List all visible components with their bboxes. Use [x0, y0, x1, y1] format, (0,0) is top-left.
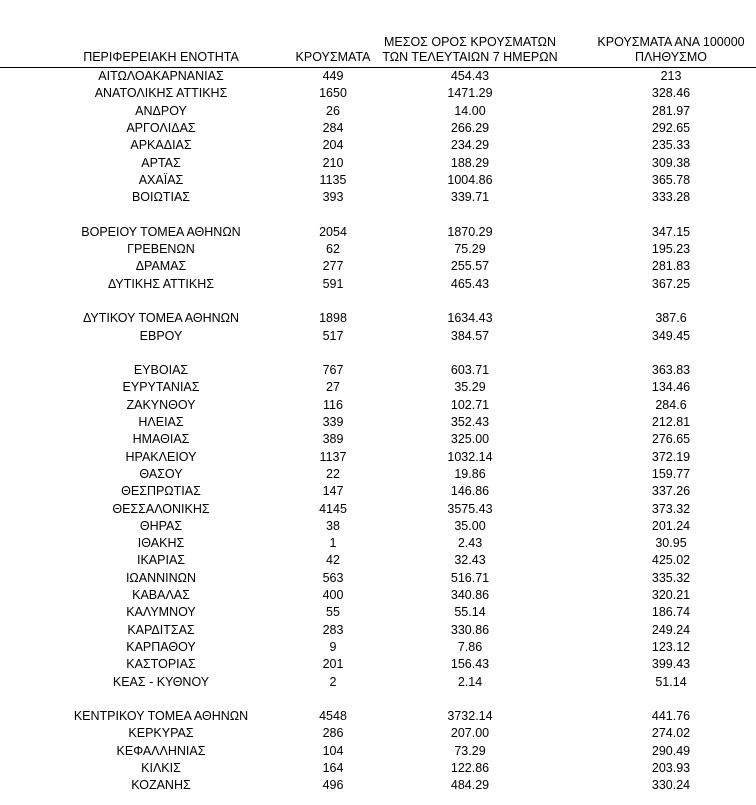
cell-per-100000: 51.14	[655, 674, 687, 689]
table-row	[0, 639, 756, 656]
cell-region: ΘΕΣΠΡΩΤΙΑΣ	[121, 484, 201, 499]
cell-region: ΚΑΣΤΟΡΙΑΣ	[126, 657, 196, 672]
table-row	[0, 172, 756, 189]
cell-per-100000: 373.32	[651, 501, 691, 516]
cell-cases: 147	[322, 484, 344, 499]
cell-cases: 104	[322, 743, 344, 758]
cell-average: 32.43	[454, 553, 486, 568]
cell-cases: 283	[322, 622, 344, 637]
cell-average: 35.00	[454, 518, 486, 533]
cell-region: ΒΟΡΕΙΟΥ ΤΟΜΕΑ ΑΘΗΝΩΝ	[81, 224, 241, 239]
cell-average: 207.00	[450, 726, 490, 741]
cell-average: 1870.29	[447, 224, 493, 239]
cell-cases: 496	[322, 778, 344, 793]
cell-per-100000: 195.23	[651, 242, 691, 256]
cell-region: ΚΑΡΠΑΘΟΥ	[126, 639, 196, 654]
table-row	[0, 743, 756, 760]
cell-average: 465.43	[450, 276, 490, 291]
cell-per-100000: 399.43	[651, 657, 691, 672]
cell-per-100000: 347.15	[651, 224, 691, 239]
cell-region: ΙΚΑΡΙΑΣ	[136, 553, 186, 568]
table-row	[0, 535, 756, 552]
header-average-line-2: ΤΩΝ ΤΕΛΕΥΤΑΙΩΝ 7 ΗΜΕΡΩΝ	[382, 50, 558, 64]
cell-per-100000: 365.78	[651, 172, 691, 187]
cell-average: 255.57	[450, 259, 490, 274]
cell-average: 325.00	[450, 432, 490, 447]
cell-per-100000: 441.76	[651, 709, 691, 724]
cell-per-100000: 281.97	[651, 103, 691, 118]
cell-region: ΑΧΑΪΑΣ	[138, 172, 184, 187]
cell-cases: 4145	[319, 501, 347, 516]
table-row	[0, 708, 756, 725]
table-row	[0, 137, 756, 154]
cell-cases: 210	[322, 155, 344, 170]
header-per-100000	[576, 35, 756, 65]
cell-average: 1004.86	[447, 172, 493, 187]
table-row	[0, 103, 756, 120]
table-row	[0, 777, 756, 794]
cell-average: 156.43	[450, 657, 490, 672]
cell-average: 19.86	[454, 466, 486, 481]
cell-region: ΚΙΛΚΙΣ	[141, 761, 181, 775]
header-cases	[278, 50, 388, 65]
cell-average: 7.86	[457, 639, 483, 654]
table-row	[0, 310, 756, 327]
cell-region: ΕΥΡΥΤΑΝΙΑΣ	[122, 380, 200, 395]
cell-average: 55.14	[454, 605, 486, 620]
cell-average: 188.29	[450, 155, 490, 170]
table-row	[0, 760, 756, 777]
cell-average: 122.86	[450, 761, 490, 775]
cell-cases: 22	[326, 466, 340, 481]
header-per-100000-line-1: ΚΡΟΥΣΜΑΤΑ ΑΝΑ 100000	[597, 35, 745, 49]
cell-average: 146.86	[450, 484, 490, 499]
table-row	[0, 362, 756, 379]
cell-cases: 55	[326, 605, 340, 620]
table-row	[0, 674, 756, 691]
cell-average: 352.43	[450, 415, 490, 429]
table-row	[0, 483, 756, 500]
table-row	[0, 604, 756, 621]
cell-average: 1634.43	[447, 311, 493, 326]
cell-per-100000: 235.33	[651, 138, 691, 153]
cell-cases: 4548	[319, 709, 347, 724]
cell-region: ΑΡΚΑΔΙΑΣ	[130, 138, 192, 153]
cell-region: ΑΝΔΡΟΥ	[135, 103, 187, 118]
cell-per-100000: 212.81	[651, 415, 691, 429]
cell-per-100000: 328.46	[651, 86, 691, 101]
table-row	[0, 552, 756, 569]
cell-region: ΗΛΕΙΑΣ	[138, 415, 184, 429]
cell-cases: 1650	[319, 86, 347, 101]
cell-per-100000: 387.6	[655, 311, 687, 326]
cell-per-100000: 123.12	[651, 639, 691, 654]
cell-cases: 563	[322, 570, 344, 585]
cell-region: ΙΘΑΚΗΣ	[137, 536, 185, 551]
table-row	[0, 570, 756, 587]
cell-region: ΚΕΡΚΥΡΑΣ	[128, 726, 194, 741]
cell-average: 330.86	[450, 622, 490, 637]
cell-cases: 27	[326, 380, 340, 395]
cell-region: ΔΡΑΜΑΣ	[135, 259, 187, 274]
cell-per-100000: 186.74	[651, 605, 691, 620]
cell-cases: 1898	[319, 311, 347, 326]
cell-region: ΒΟΙΩΤΙΑΣ	[131, 190, 191, 205]
cell-cases: 767	[322, 363, 344, 378]
table-row	[0, 85, 756, 102]
table-row	[0, 725, 756, 742]
cell-per-100000: 292.65	[651, 120, 691, 135]
cell-region: ΚΕΦΑΛΛΗΝΙΑΣ	[116, 743, 206, 758]
cell-per-100000: 330.24	[651, 778, 691, 793]
table-header	[0, 30, 756, 68]
table-row	[0, 258, 756, 275]
table-row	[0, 414, 756, 431]
cell-per-100000: 201.24	[651, 518, 691, 533]
table-row	[0, 622, 756, 639]
cell-per-100000: 30.95	[655, 536, 687, 551]
cell-per-100000: 320.21	[651, 588, 691, 602]
cell-cases: 38	[326, 518, 340, 533]
cell-region: ΗΡΑΚΛΕΙΟΥ	[125, 449, 197, 464]
cell-per-100000: 134.46	[651, 380, 691, 395]
header-region-label: ΠΕΡΙΦΕΡΕΙΑΚΗ ΕΝΟΤΗΤΑ	[83, 50, 239, 64]
cell-per-100000: 333.28	[651, 190, 691, 205]
cell-region: ΚΑΡΔΙΤΣΑΣ	[127, 622, 195, 637]
cell-cases: 591	[322, 276, 344, 291]
cell-region: ΕΥΒΟΙΑΣ	[133, 363, 189, 378]
cell-average: 1471.29	[447, 86, 493, 101]
cell-per-100000: 425.02	[651, 553, 691, 568]
table-row	[0, 431, 756, 448]
cell-average: 454.43	[450, 69, 490, 83]
cell-per-100000: 284.6	[655, 397, 687, 412]
cell-per-100000: 159.77	[651, 466, 691, 481]
header-cases-label: ΚΡΟΥΣΜΑΤΑ	[295, 50, 371, 64]
cell-per-100000: 335.32	[651, 570, 691, 585]
cell-average: 484.29	[450, 778, 490, 793]
cell-cases: 517	[322, 328, 344, 343]
cell-region: ΗΜΑΘΙΑΣ	[132, 432, 190, 447]
header-average-line-1: ΜΕΣΟΣ ΟΡΟΣ ΚΡΟΥΣΜΑΤΩΝ	[383, 35, 557, 49]
table-row	[0, 224, 756, 241]
cell-per-100000: 367.25	[651, 276, 691, 291]
cell-average: 35.29	[454, 380, 486, 395]
cell-cases: 9	[329, 639, 337, 654]
cell-cases: 286	[322, 726, 344, 741]
cell-cases: 277	[322, 259, 344, 274]
table-row	[0, 518, 756, 535]
cell-region: ΚΑΒΑΛΑΣ	[132, 588, 190, 602]
cell-region: ΙΩΑΝΝΙΝΩΝ	[125, 570, 197, 585]
table-row	[0, 587, 756, 604]
cell-per-100000: 274.02	[651, 726, 691, 741]
cell-per-100000: 203.93	[651, 761, 691, 775]
table-row	[0, 466, 756, 483]
cell-cases: 393	[322, 190, 344, 205]
cell-region: ΕΒΡΟΥ	[139, 328, 183, 343]
cell-per-100000: 363.83	[651, 363, 691, 378]
cell-per-100000: 213	[660, 69, 682, 83]
cell-region: ΑΡΤΑΣ	[141, 155, 181, 170]
table-row	[0, 449, 756, 466]
cell-average: 2.14	[457, 674, 483, 689]
header-region	[46, 50, 276, 65]
cell-cases: 164	[322, 761, 344, 775]
cell-region: ΓΡΕΒΕΝΩΝ	[127, 242, 195, 256]
cell-region: ΚΕΑΣ - ΚΥΘΝΟΥ	[112, 674, 210, 689]
cell-cases: 1137	[319, 449, 347, 464]
table-row	[0, 155, 756, 172]
cell-cases: 449	[322, 69, 344, 83]
cell-average: 339.71	[450, 190, 490, 205]
cell-per-100000: 349.45	[651, 328, 691, 343]
cell-region: ΚΕΝΤΡΙΚΟΥ ΤΟΜΕΑ ΑΘΗΝΩΝ	[73, 709, 249, 724]
cell-average: 266.29	[450, 120, 490, 135]
table-row	[0, 120, 756, 137]
cell-cases: 42	[326, 553, 340, 568]
cell-cases: 26	[326, 103, 340, 118]
cell-cases: 2054	[319, 224, 347, 239]
cell-average: 3732.14	[447, 709, 493, 724]
header-average	[380, 35, 560, 65]
cell-region: ΚΑΛΥΜΝΟΥ	[126, 605, 196, 620]
cell-region: ΔΥΤΙΚΟΥ ΤΟΜΕΑ ΑΘΗΝΩΝ	[82, 311, 240, 326]
cell-region: ΖΑΚΥΝΘΟΥ	[126, 397, 196, 412]
cell-cases: 116	[323, 397, 343, 412]
table-row	[0, 276, 756, 293]
table-row	[0, 397, 756, 414]
table-row	[0, 501, 756, 518]
cell-average: 340.86	[450, 588, 490, 602]
cell-cases: 389	[322, 432, 344, 447]
cell-cases: 284	[322, 120, 344, 135]
table-row	[0, 241, 756, 258]
cell-average: 1032.14	[447, 449, 493, 464]
cell-region: ΘΗΡΑΣ	[139, 518, 183, 533]
cell-per-100000: 290.49	[651, 743, 691, 758]
cell-average: 3575.43	[447, 501, 493, 516]
cell-per-100000: 337.26	[651, 484, 691, 499]
cell-average: 384.57	[450, 328, 490, 343]
table-row	[0, 379, 756, 396]
cell-average: 234.29	[450, 138, 490, 153]
cell-per-100000: 249.24	[651, 622, 691, 637]
cell-average: 75.29	[454, 242, 486, 256]
cell-cases: 400	[322, 588, 344, 602]
cell-cases: 339	[322, 415, 344, 429]
cell-per-100000: 276.65	[651, 432, 691, 447]
cell-region: ΑΙΤΩΛΟΑΚΑΡΝΑΝΙΑΣ	[98, 69, 224, 83]
cell-cases: 1135	[319, 172, 347, 187]
table-row	[0, 656, 756, 673]
cell-per-100000: 309.38	[651, 155, 691, 170]
table-row	[0, 189, 756, 206]
header-per-100000-line-2: ΠΛΗΘΥΣΜΟ	[635, 50, 707, 64]
cell-average: 603.71	[450, 363, 490, 378]
cell-average: 516.71	[450, 570, 490, 585]
cell-region: ΑΡΓΟΛΙΔΑΣ	[126, 120, 196, 135]
cell-cases: 1	[329, 536, 337, 551]
cell-cases: 204	[322, 138, 344, 153]
table-row	[0, 68, 756, 85]
cell-region: ΘΕΣΣΑΛΟΝΙΚΗΣ	[112, 501, 210, 516]
cell-average: 102.71	[450, 397, 490, 412]
table-row	[0, 328, 756, 345]
cell-average: 14.00	[454, 103, 486, 118]
cell-region: ΑΝΑΤΟΛΙΚΗΣ ΑΤΤΙΚΗΣ	[94, 86, 228, 101]
cell-per-100000: 372.19	[651, 449, 691, 464]
cell-per-100000: 281.83	[651, 259, 691, 274]
cell-region: ΔΥΤΙΚΗΣ ΑΤΤΙΚΗΣ	[108, 276, 214, 291]
cell-region: ΚΟΖΑΝΗΣ	[131, 778, 191, 793]
cell-region: ΘΑΣΟΥ	[139, 466, 183, 481]
cell-average: 2.43	[457, 536, 483, 551]
cell-cases: 2	[329, 674, 337, 689]
cell-cases: 201	[322, 657, 344, 672]
cell-average: 73.29	[454, 743, 486, 758]
cell-cases: 62	[326, 242, 340, 256]
